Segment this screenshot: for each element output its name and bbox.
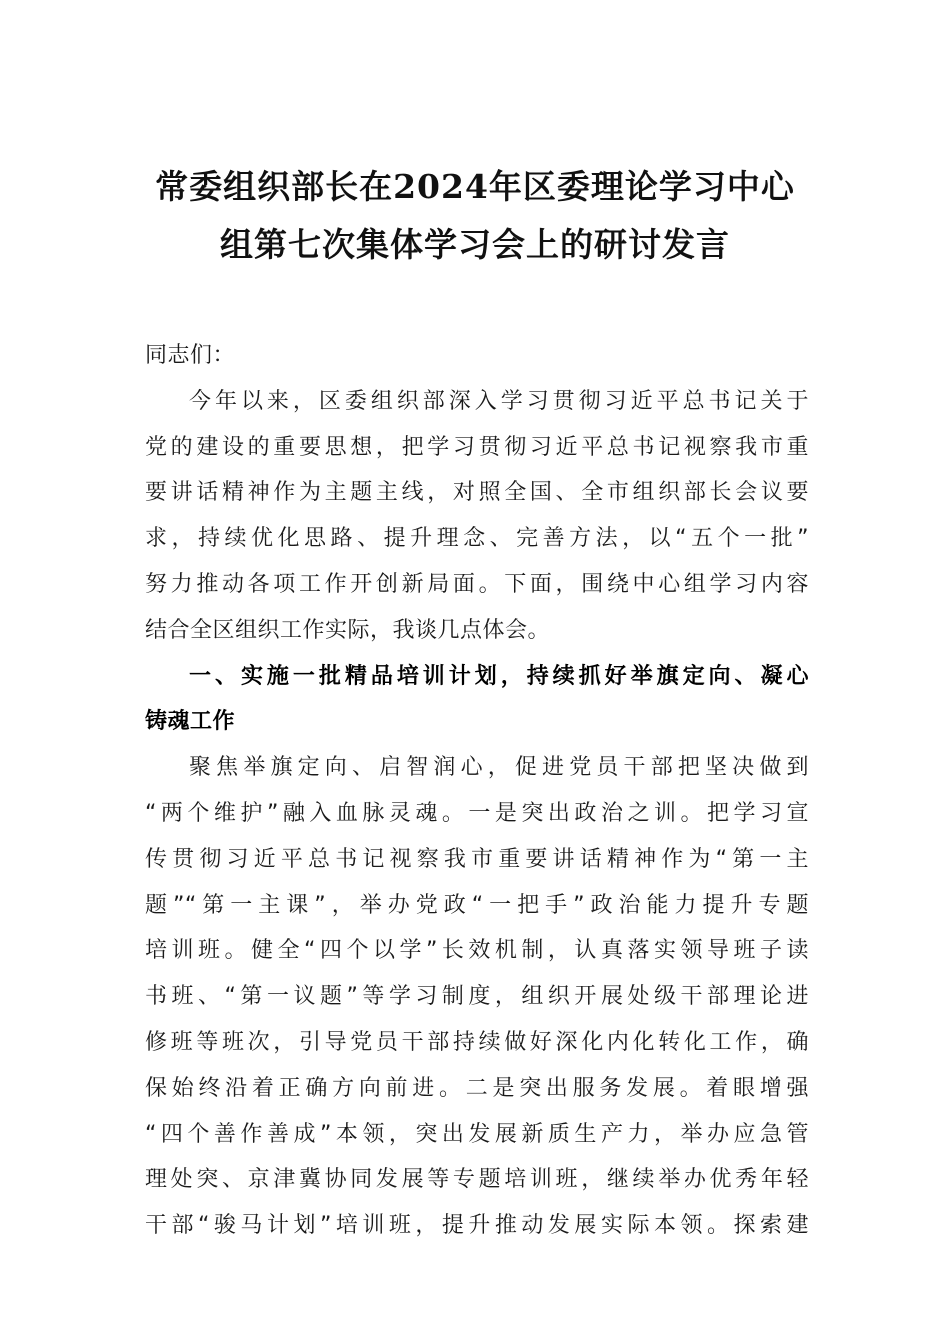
section-1-heading (145, 654, 809, 746)
paragraph-line: 聚焦举旗定向、启智润心，促进党员干部把坚决做到 (189, 755, 809, 781)
paragraph-line: 题”“第一主课”，举办党政“一把手”政治能力提升专题 (145, 892, 809, 918)
heading-line: 一、实施一批精品培训计划，持续抓好举旗定向、凝心 (189, 663, 809, 689)
intro-paragraph (145, 379, 809, 654)
document-body (145, 333, 809, 1249)
paragraph-line: 修班等班次，引导党员干部持续做好深化内化转化工作，确 (145, 1029, 809, 1055)
paragraph-line: 传贯彻习近平总书记视察我市重要讲话精神作为“第一主 (145, 846, 809, 872)
paragraph-line: 党的建设的重要思想，把学习贯彻习近平总书记视察我市重 (145, 434, 809, 460)
title-line-2: 组第七次集体学习会上的研讨发言 (220, 225, 730, 264)
title-line-1: 常委组织部长在2024年区委理论学习中心 (155, 167, 795, 206)
paragraph-line: 理处突、京津冀协同发展等专题培训班，继续举办优秀年轻 (145, 1167, 809, 1193)
paragraph-line: 书班、“第一议题”等学习制度，组织开展处级干部理论进 (145, 984, 809, 1010)
paragraph-line: 干部“骏马计划”培训班，提升推动发展实际本领。探索建 (145, 1213, 809, 1239)
salutation: 同志们： (145, 343, 236, 368)
paragraph-line: 努力推动各项工作开创新局面。下面，围绕中心组学习内容 (145, 571, 809, 597)
paragraph-line: “四个善作善成”本领，突出发展新质生产力，举办应急管 (145, 1121, 809, 1147)
section-1-paragraph (145, 745, 809, 1249)
paragraph-line: 求，持续优化思路、提升理念、完善方法，以“五个一批” (145, 526, 809, 552)
paragraph-line: 今年以来，区委组织部深入学习贯彻习近平总书记关于 (189, 388, 809, 414)
document-title (120, 158, 830, 274)
paragraph-line: “两个维护”融入血脉灵魂。一是突出政治之训。把学习宣 (145, 800, 809, 826)
paragraph-line: 要讲话精神作为主题主线，对照全国、全市组织部长会议要 (145, 480, 809, 506)
heading-line: 铸魂工作 (145, 709, 236, 735)
paragraph-line: 结合全区组织工作实际，我谈几点体会。 (145, 617, 551, 643)
paragraph-line: 保始终沿着正确方向前进。二是突出服务发展。着眼增强 (145, 1075, 809, 1101)
paragraph-line: 培训班。健全“四个以学”长效机制，认真落实领导班子读 (145, 938, 809, 964)
